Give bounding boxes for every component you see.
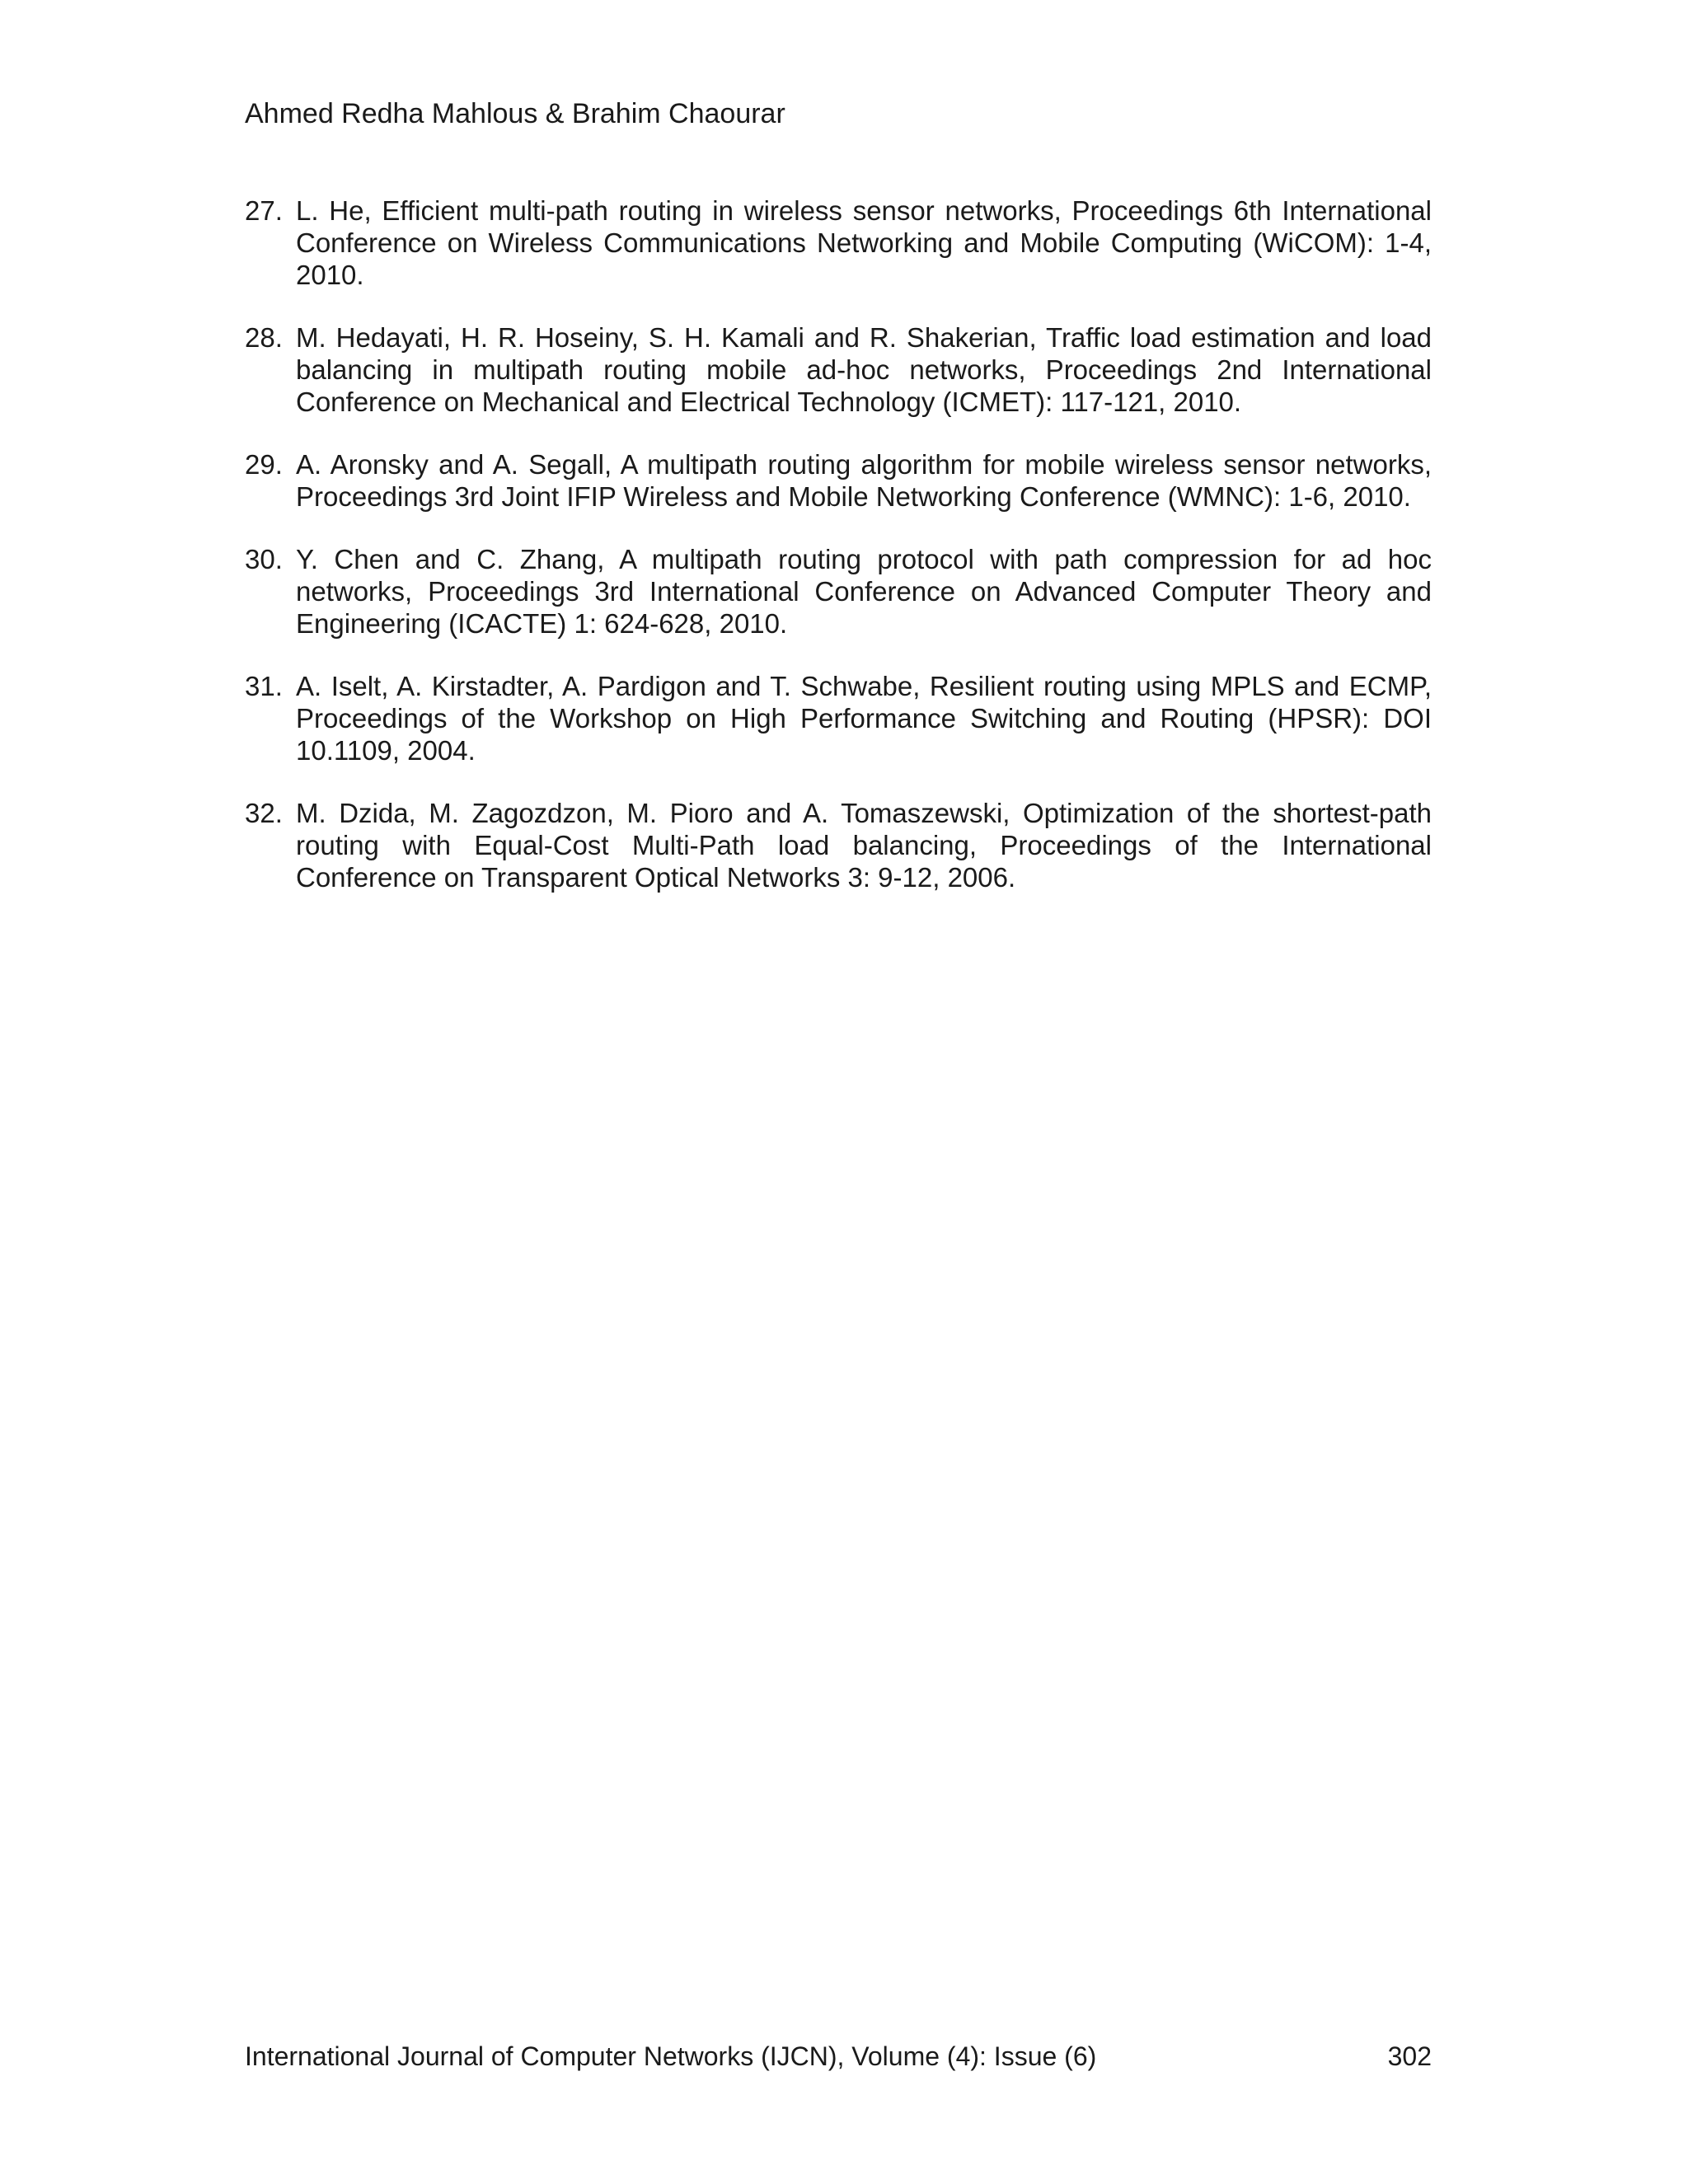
reference-number: 27. <box>245 195 283 226</box>
reference-number: 29. <box>245 449 283 480</box>
reference-text: M. Hedayati, H. R. Hoseiny, S. H. Kamali and R. Shakerian, Traffic load estimation and load balancing in multipath routing mobile ad-hoc networks, Proceedings 2nd International Conference on Mechanical and Electrical Technology (ICMET): 117-121, 2010. <box>296 322 1432 417</box>
reference-text: A. Aronsky and A. Segall, A multipath routing algorithm for mobile wireless sensor networks, Proceedings 3rd Joint IFIP Wireless and Mobile Networking Conference (WMNC): 1-6, 2010. <box>296 449 1432 512</box>
reference-number: 32. <box>245 798 283 828</box>
reference-item-30 <box>245 543 1432 640</box>
reference-item-32 <box>245 797 1432 893</box>
running-header: Ahmed Redha Mahlous & Brahim Chaourar <box>245 98 785 129</box>
reference-number: 31. <box>245 671 283 701</box>
reference-text: Y. Chen and C. Zhang, A multipath routing protocol with path compression for ad hoc networks, Proceedings 3rd International Conference on Advanced Computer Theory and Engineering (ICACTE) 1: 624-628, 2010. <box>296 544 1432 639</box>
reference-text: A. Iselt, A. Kirstadter, A. Pardigon and T. Schwabe, Resilient routing using MPLS and ECMP, Proceedings of the Workshop on High Performance Switching and Routing (HPSR): DOI 10.1109, 2004. <box>296 671 1432 766</box>
reference-item-29 <box>245 448 1432 513</box>
reference-text: M. Dzida, M. Zagozdzon, M. Pioro and A. Tomaszewski, Optimization of the shortest-path routing with Equal-Cost Multi-Path load balancing, Proceedings of the International Conference on Transparent Optical Networks 3: 9-12, 2006. <box>296 798 1432 893</box>
page-number: 302 <box>1387 2041 1432 2071</box>
reference-item-27 <box>245 194 1432 291</box>
reference-number: 30. <box>245 544 283 574</box>
reference-item-31 <box>245 670 1432 766</box>
reference-item-28 <box>245 321 1432 418</box>
reference-list <box>245 194 1432 924</box>
footer-journal-title: International Journal of Computer Networks (IJCN), Volume (4): Issue (6) <box>245 2041 1097 2071</box>
reference-text: L. He, Efficient multi-path routing in wireless sensor networks, Proceedings 6th International Conference on Wireless Communications Networking and Mobile Computing (WiCOM): 1-4, 2010. <box>296 195 1432 290</box>
reference-number: 28. <box>245 322 283 353</box>
